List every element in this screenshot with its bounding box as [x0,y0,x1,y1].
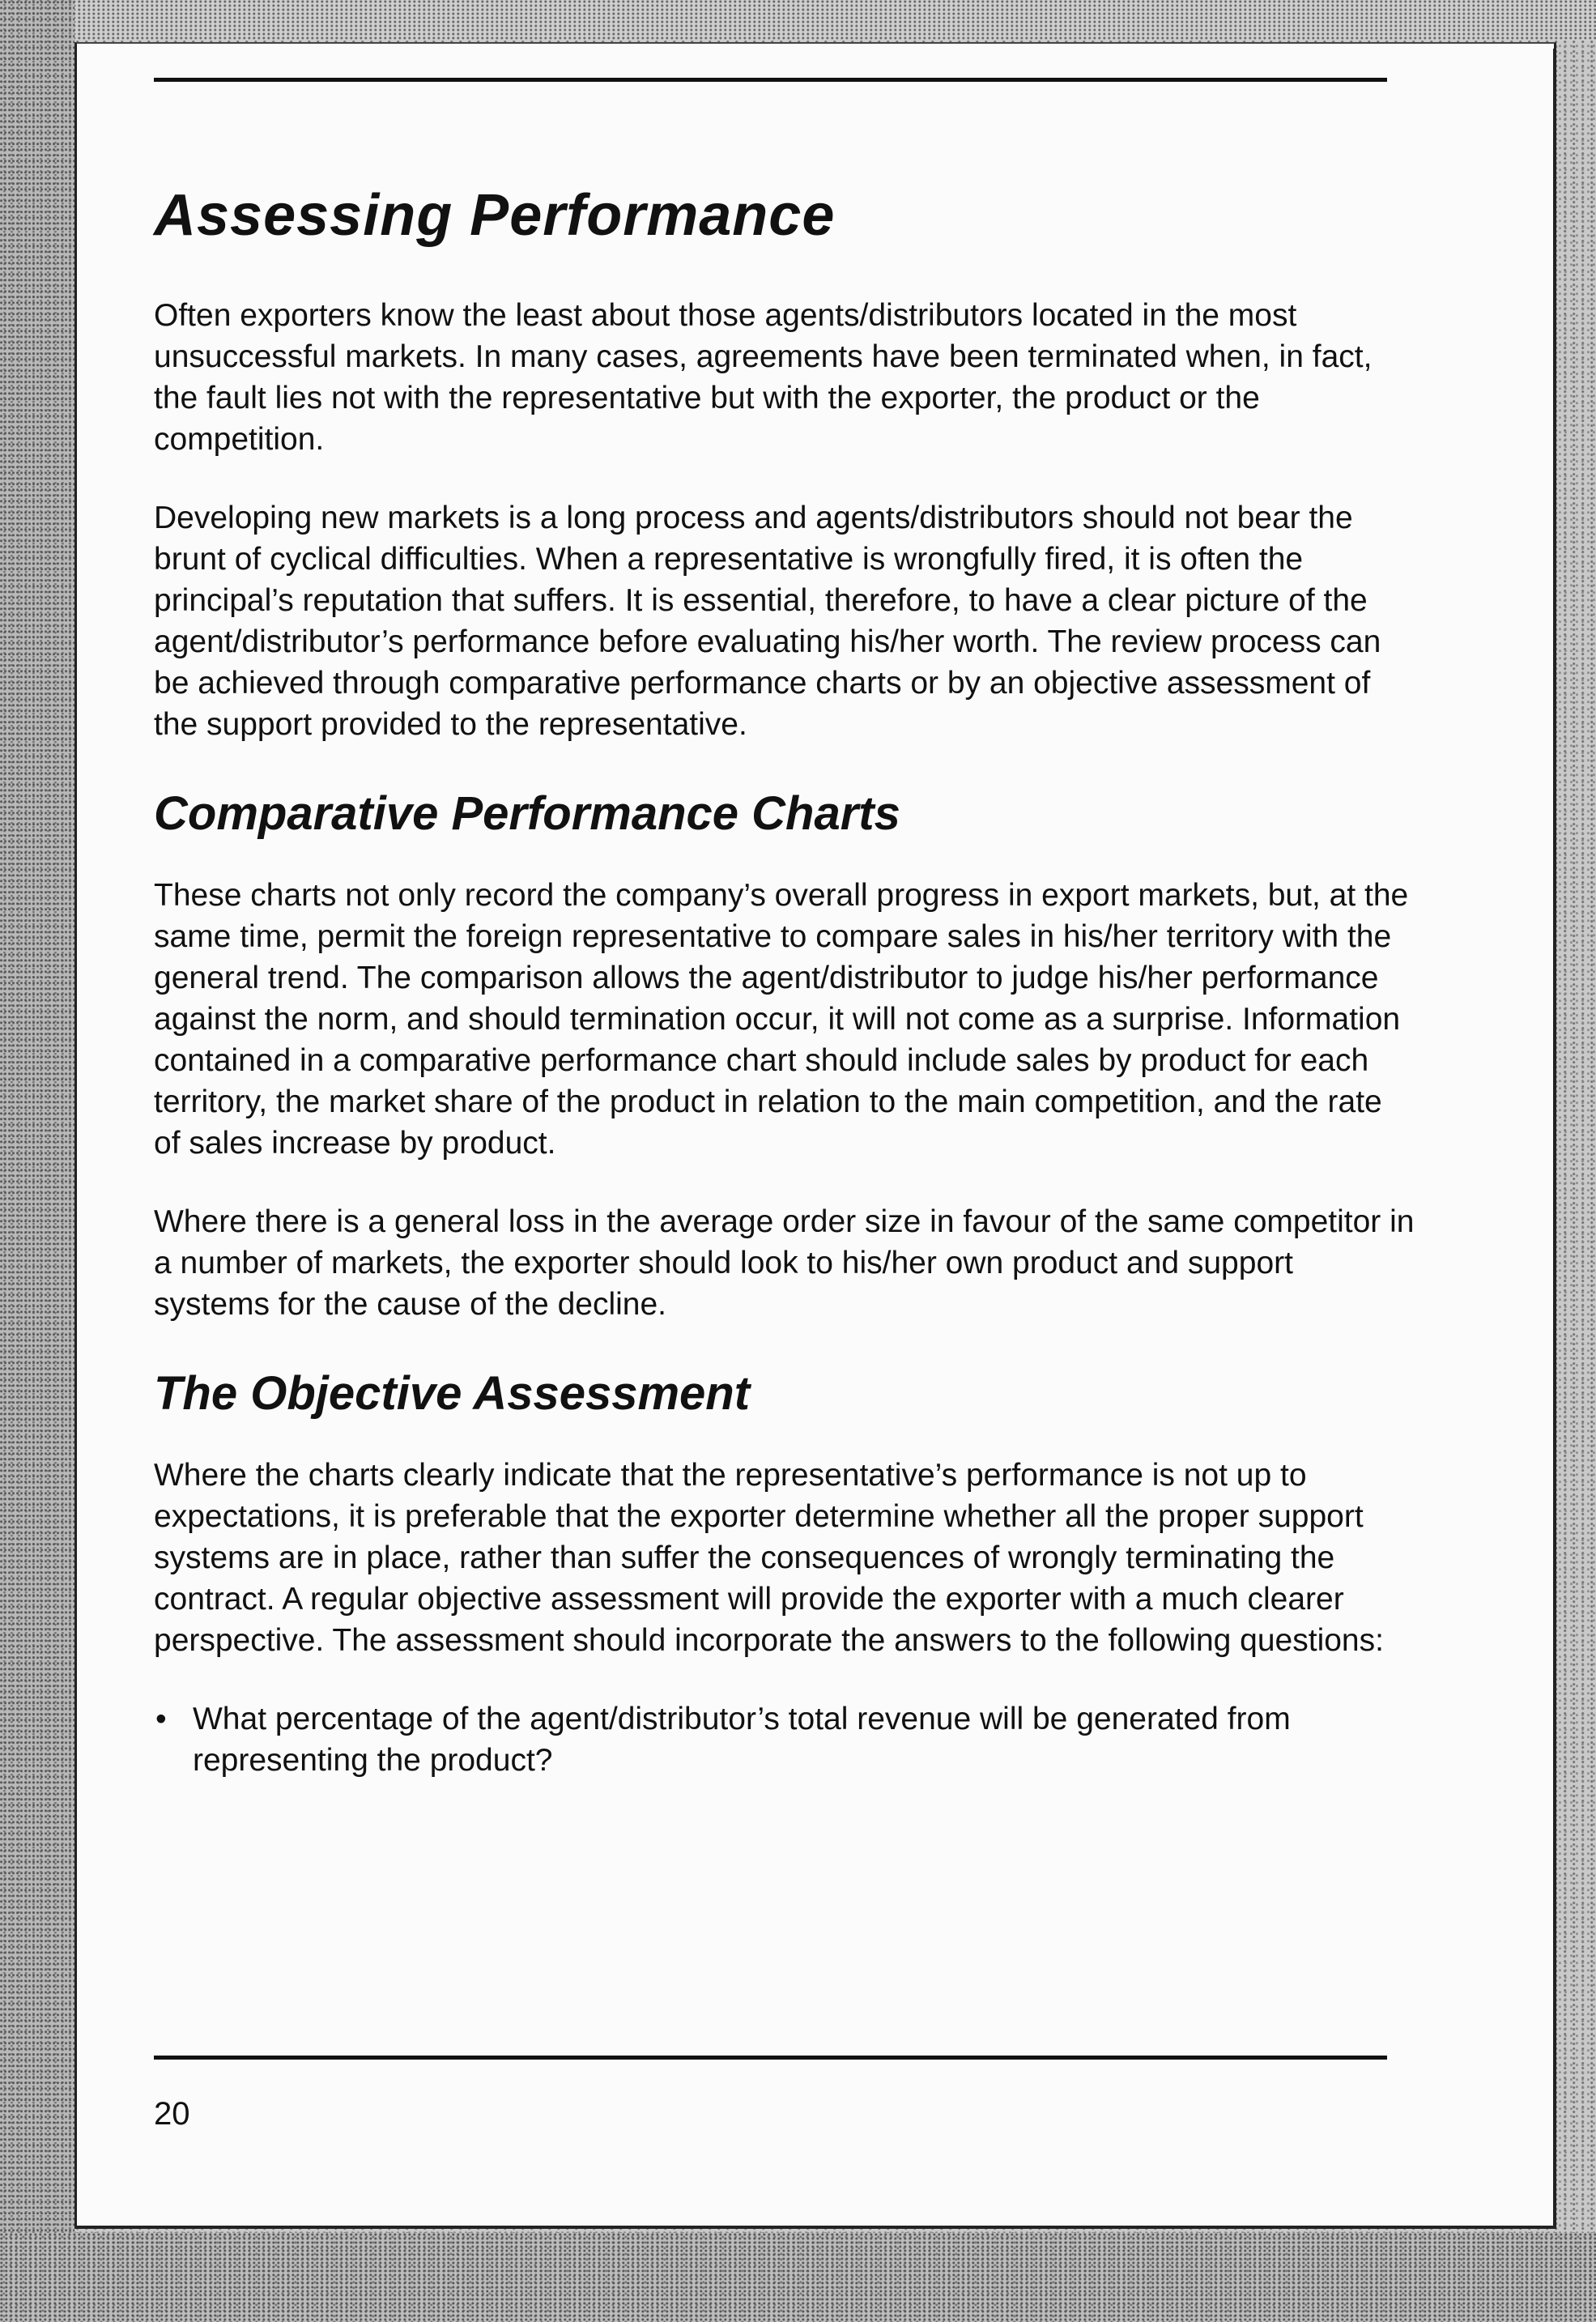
charts-paragraph-1: These charts not only record the company’s overall progress in export markets, but, at the same time, permit the foreign representative to compare sales in his/her territory with the general trend. The comparison allows the agent/distributor to judge his/her performance against the norm, and should termination occur, it will not come as a surprise. Information contained in a comparative performance chart should include sales by product for each territory, the market share of the product in relation to the main competition, and the rate of sales increase by product. [154,878,1409,1161]
page-title: Assessing Performance [154,183,836,248]
page-content [154,183,1417,1781]
scan-noise-left [0,0,74,2322]
question-list [154,1698,1417,1781]
objective-paragraph-1: Where the charts clearly indicate that the representative’s performance is not up to expectations, it is preferable that the exporter determine whether all the proper support systems are in place, rather than suffer the consequences of wrongly terminating the contract. A regular objective assessment will provide the exporter with a much clearer perspective. The assessment should incorporate the answers to the following questions: [154,1458,1384,1658]
bullet-icon: • [155,1702,167,1736]
scan-noise-bottom [0,2233,1596,2322]
scan-noise-top [0,0,1596,40]
footer-rule [154,2056,1387,2060]
header-rule [154,78,1387,82]
charts-paragraph-2: Where there is a general loss in the average order size in favour of the same competitor in a number of markets, the exporter should look to his/her own product and support systems for the cause of the decline. [154,1204,1415,1322]
section-heading-charts: Comparative Performance Charts [154,787,900,840]
intro-paragraph-2: Developing new markets is a long process and agents/distributors should not bear the brunt of cyclical difficulties. When a representative is wrongfully fired, it is often the principal’s reputation that suffers. It is essential, therefore, to have a clear picture of the agent/distributor’s performance before evaluating his/her worth. The review process can be achieved through comparative performance charts or by an objective assessment of the support provided to the representative. [154,501,1381,742]
section-heading-objective: The Objective Assessment [154,1367,751,1420]
page-number: 20 [154,2096,190,2132]
page-right-border [1553,49,1556,2227]
intro-paragraph-1: Often exporters know the least about those agents/distributors located in the most unsuccessful markets. In many cases, agreements have been terminated when, in fact, the fault lies not with the representative but with the exporter, the product or the competition. [154,298,1373,457]
list-item [154,1698,1417,1781]
list-item-text: What percentage of the agent/distributor’s total revenue will be generated from representing the product? [193,1702,1291,1778]
